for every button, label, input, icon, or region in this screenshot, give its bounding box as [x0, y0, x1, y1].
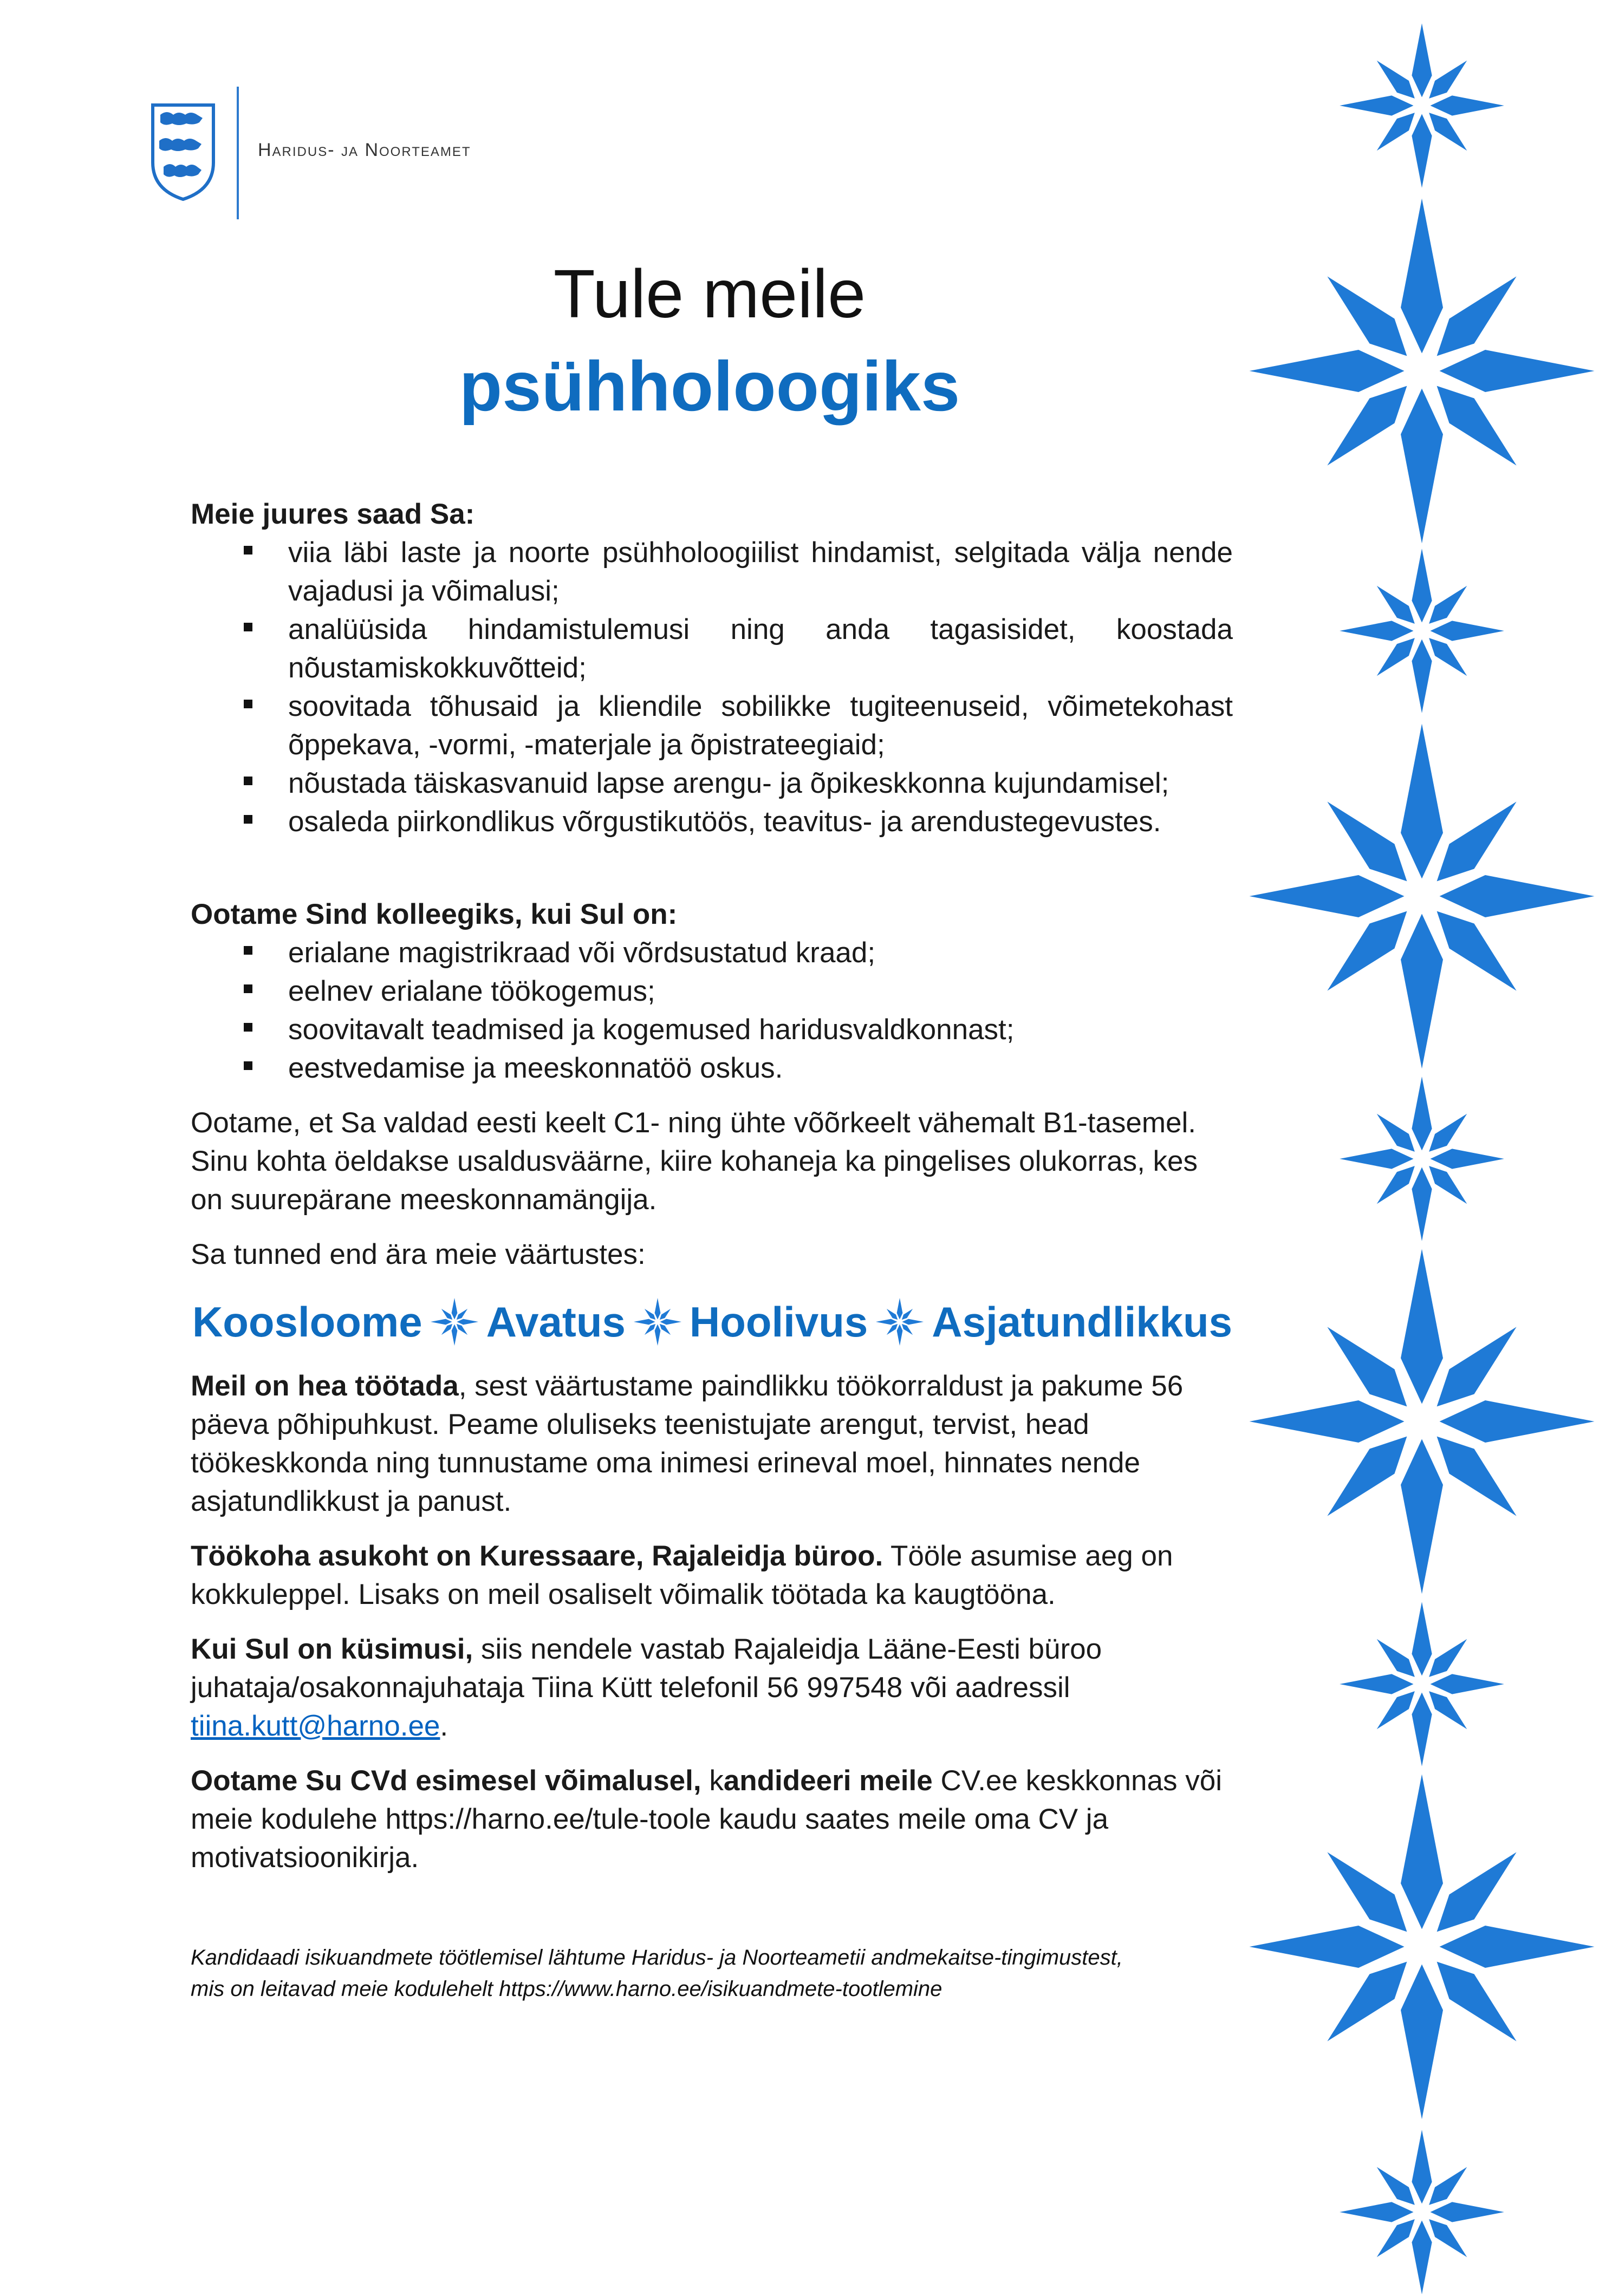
value-label: Asjatundlikkus: [932, 1298, 1233, 1346]
list-item: viia läbi laste ja noorte psühholoogiilist hindamist, selgitada välja nende vajadusi ja võimalusi;: [191, 533, 1233, 610]
privacy-footnote: Kandidaadi isikuandmete töötlemisel lähtume Haridus- ja Noorteametii andmekaitse-tingimustest, mis on leitavad meie kodulehelt https://www.harno.ee/isikuandmete-tootlemine: [191, 1946, 1123, 2001]
coat-of-arms-logo: [150, 103, 217, 201]
bullet-square-icon: [244, 815, 252, 824]
email-link[interactable]: tiina.kutt@harno.ee: [191, 1710, 440, 1742]
contact-paragraph: Kui Sul on küsimusi, siis nendele vastab Rajaleidja Lääne-Eesti büroo juhataja/osakonnajuhataja Tiina Kütt telefonil 56 997548 või aadressil tiina.kutt@harno.ee.: [191, 1633, 1102, 1742]
organization-name: Haridus- ja Noorteamet: [258, 140, 471, 160]
values-row: [184, 1292, 1240, 1352]
snowflake-icon: [1246, 1245, 1598, 1597]
bullet-square-icon: [244, 1023, 252, 1032]
bullet-square-icon: [244, 777, 252, 785]
apply-paragraph: Ootame Su CVd esimesel võimalusel, kandideeri meile CV.ee keskkonnas või meie kodulehe https://harno.ee/tule-toole kaudu saates meile oma CV ja motivatsioonikirja.: [191, 1765, 1222, 1874]
list-item: eelnev erialane töökogemus;: [191, 972, 1233, 1010]
benefits-paragraph: Meil on hea töötada, sest väärtustame paindlikku töökorraldust ja pakume 56 päeva põhipuhkust. Peame oluliseks teenistujate arengut, tervist, head töökeskkonda ning tunnustame oma inimesi erineval moel, hinnates nende asjatundlikkust ja panust.: [191, 1370, 1184, 1517]
snowflake-icon: [875, 1297, 924, 1346]
job-description: [191, 495, 1233, 2005]
list-item: nõustada täiskasvanuid lapse arengu- ja õpikeskkonna kujundamisel;: [191, 764, 1233, 803]
snowflake-icon: [1338, 1600, 1506, 1768]
section-heading-requirements: Ootame Sind kolleegiks, kui Sul on:: [191, 898, 678, 930]
value-label: Avatus: [486, 1298, 626, 1346]
value-label: Koosloome: [192, 1298, 422, 1346]
values-intro: Sa tunned end ära meie väärtustes:: [191, 1238, 646, 1270]
bullet-square-icon: [244, 946, 252, 955]
list-item: erialane magistrikraad või võrdsustatud kraad;: [191, 934, 1233, 972]
bullet-square-icon: [244, 700, 252, 708]
snowflake-icon: [1338, 547, 1506, 715]
snowflake-icon: [1246, 1771, 1598, 2123]
estonian-coat-of-arms-icon: [150, 103, 217, 201]
header-divider: [237, 87, 239, 219]
list-item: analüüsida hindamistulemusi ning anda tagasisidet, koostada nõustamiskokkuvõtteid;: [191, 610, 1233, 687]
page-title: Tule meile: [553, 256, 866, 332]
list-item: soovitavalt teadmised ja kogemused haridusvaldkonnast;: [191, 1010, 1233, 1049]
requirements-list: [191, 934, 1233, 1087]
snowflake-icon: [1338, 2128, 1506, 2296]
snowflake-icon: [1246, 720, 1598, 1072]
section-heading-duties: Meie juures saad Sa:: [191, 498, 475, 530]
page-subtitle: psühholoogiks: [459, 347, 960, 426]
bullet-square-icon: [244, 623, 252, 631]
list-item: soovitada tõhusaid ja kliendile sobilikke tugiteenuseid, võimetekohast õppekava, -vormi, -materjale ja õpistrateegiaid;: [191, 687, 1233, 764]
bullet-square-icon: [244, 1061, 252, 1070]
list-item: eestvedamise ja meeskonnatöö oskus.: [191, 1049, 1233, 1087]
bullet-square-icon: [244, 546, 252, 555]
snowflake-icon: [1338, 1075, 1506, 1243]
snowflake-icon: [430, 1297, 479, 1346]
bullet-square-icon: [244, 984, 252, 993]
value-label: Hoolivus: [689, 1298, 868, 1346]
list-item: osaleda piirkondlikus võrgustikutöös, teavitus- ja arendustegevustes.: [191, 803, 1233, 841]
snowflake-icon: [633, 1297, 682, 1346]
language-paragraph: Ootame, et Sa valdad eesti keelt C1- ning ühte võõrkeelt vähemalt B1-tasemel. Sinu kohta öeldakse usaldusväärne, kiire kohaneja ka pingelises olukorras, kes on suurepärane meeskonnamängija.: [191, 1107, 1198, 1216]
snowflake-icon: [1338, 22, 1506, 190]
duties-list: [191, 533, 1233, 841]
location-paragraph: Töökoha asukoht on Kuressaare, Rajaleidja büroo. Tööle asumise aeg on kokkuleppel. Lisaks on meil osaliselt võimalik töötada ka kaugtööna.: [191, 1540, 1173, 1610]
